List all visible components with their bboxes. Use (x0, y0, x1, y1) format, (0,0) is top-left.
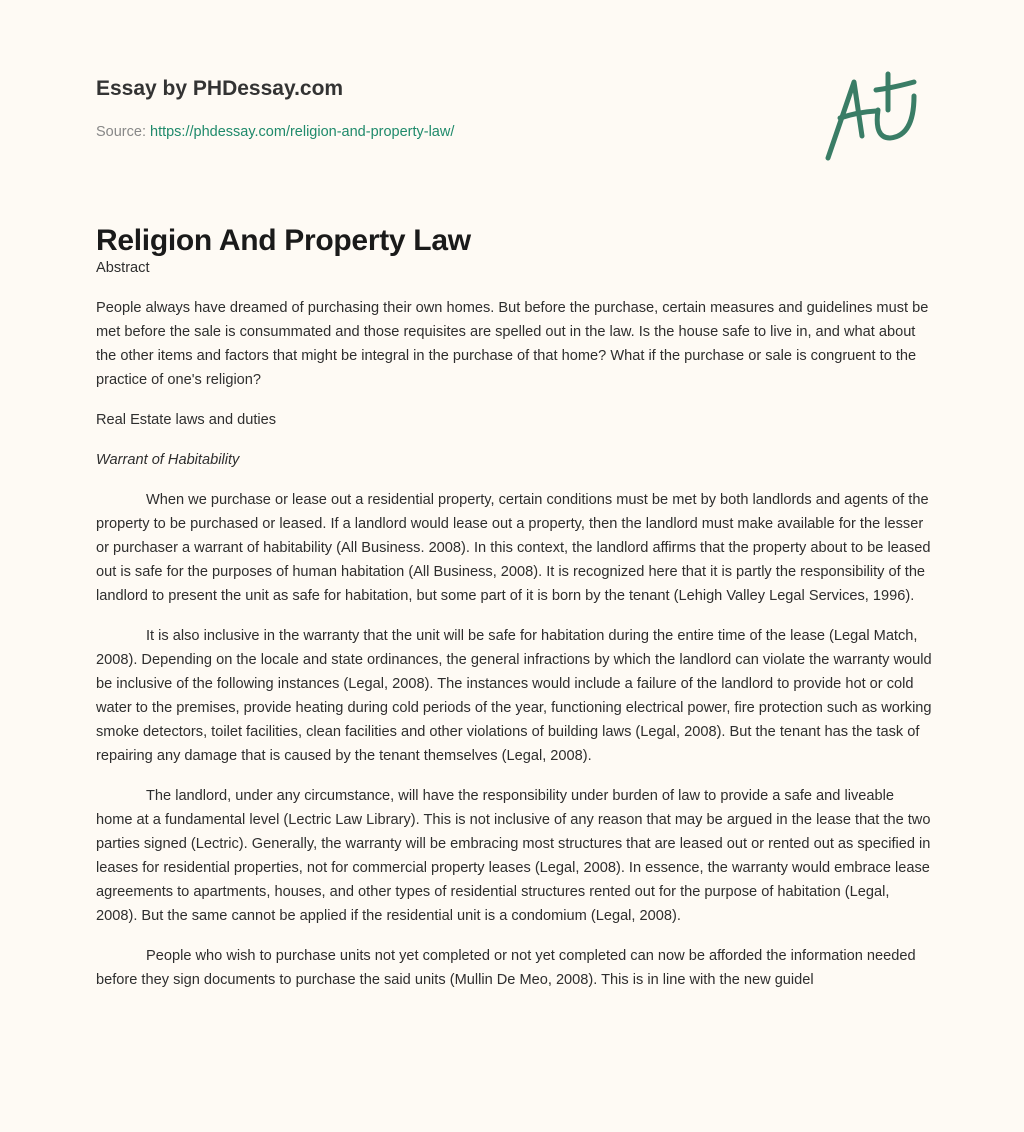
subsection-heading: Warrant of Habitability (96, 452, 240, 468)
abstract-heading: Abstract (96, 260, 150, 276)
body-paragraph: The landlord, under any circumstance, will have the responsibility under burden of law to provide a safe and liveable home at a fundamental level (Lectric Law Library). This is not inclusive of any reason that may be argued in the lease that the two parties signed (Lectric). Generally, the warranty will be embracing most structures that are leased out or rented out as specified in leases for residential properties, not for commercial property leases (Legal, 2008). In essence, the warranty would embrace lease agreements to apartments, houses, and other types of residential structures rented out for the purpose of habitation (Legal, 2008). But the same cannot be applied if the residential unit is a condomium (Legal, 2008). (96, 788, 931, 924)
source-link[interactable]: https://phdessay.com/religion-and-property-law/ (150, 124, 455, 140)
section-heading: Real Estate laws and duties (96, 412, 277, 428)
essay-title: Religion And Property Law (96, 224, 471, 257)
source-label: Source: (96, 124, 150, 140)
abstract-paragraph: People always have dreamed of purchasing their own homes. But before the purchase, certain measures and guidelines must be met before the sale is consummated and those requisites are spelled out in the law. Is the house safe to live in, and what about the other items and factors that might be integral in the purchase of that home? What if the purchase or sale is congruent to the practice of one's religion? (96, 300, 929, 388)
site-title: Essay by PHDessay.com (96, 77, 344, 100)
body-paragraph: People who wish to purchase units not yet completed or not yet completed can now be afforded the information needed before they sign documents to purchase the said units (Mullin De Meo, 2008). This is in line with the new guidel (96, 948, 916, 988)
body-paragraph: When we purchase or lease out a residential property, certain conditions must be met by both landlords and agents of the property to be purchased or leased. If a landlord would lease out a property, then the landlord must make available for the lesser or purchaser a warrant of habitability (All Business. 2008). In this context, the landlord affirms that the property about to be leased out is safe for the purposes of human habitation (All Business, 2008). It is recognized here that it is partly the responsibility of the landlord to present the unit as safe for habitation, but some part of it is born by the tenant (Lehigh Valley Legal Services, 1996). (96, 492, 931, 604)
a-plus-logo-icon (818, 66, 928, 166)
essay-body (96, 256, 932, 1008)
source-line (96, 124, 454, 140)
body-paragraph: It is also inclusive in the warranty that the unit will be safe for habitation during the entire time of the lease (Legal Match, 2008). Depending on the locale and state ordinances, the general infractions by which the landlord can violate the warranty would be inclusive of the following instances (Legal, 2008). The instances would include a failure of the landlord to provide hot or cold water to the premises, provide heating during cold periods of the year, functioning electrical power, fire protection such as working smoke detectors, toilet facilities, clean facilities and other violations of building laws (Legal, 2008). But the tenant has the task of repairing any damage that is caused by the tenant themselves (Legal, 2008). (96, 628, 932, 764)
